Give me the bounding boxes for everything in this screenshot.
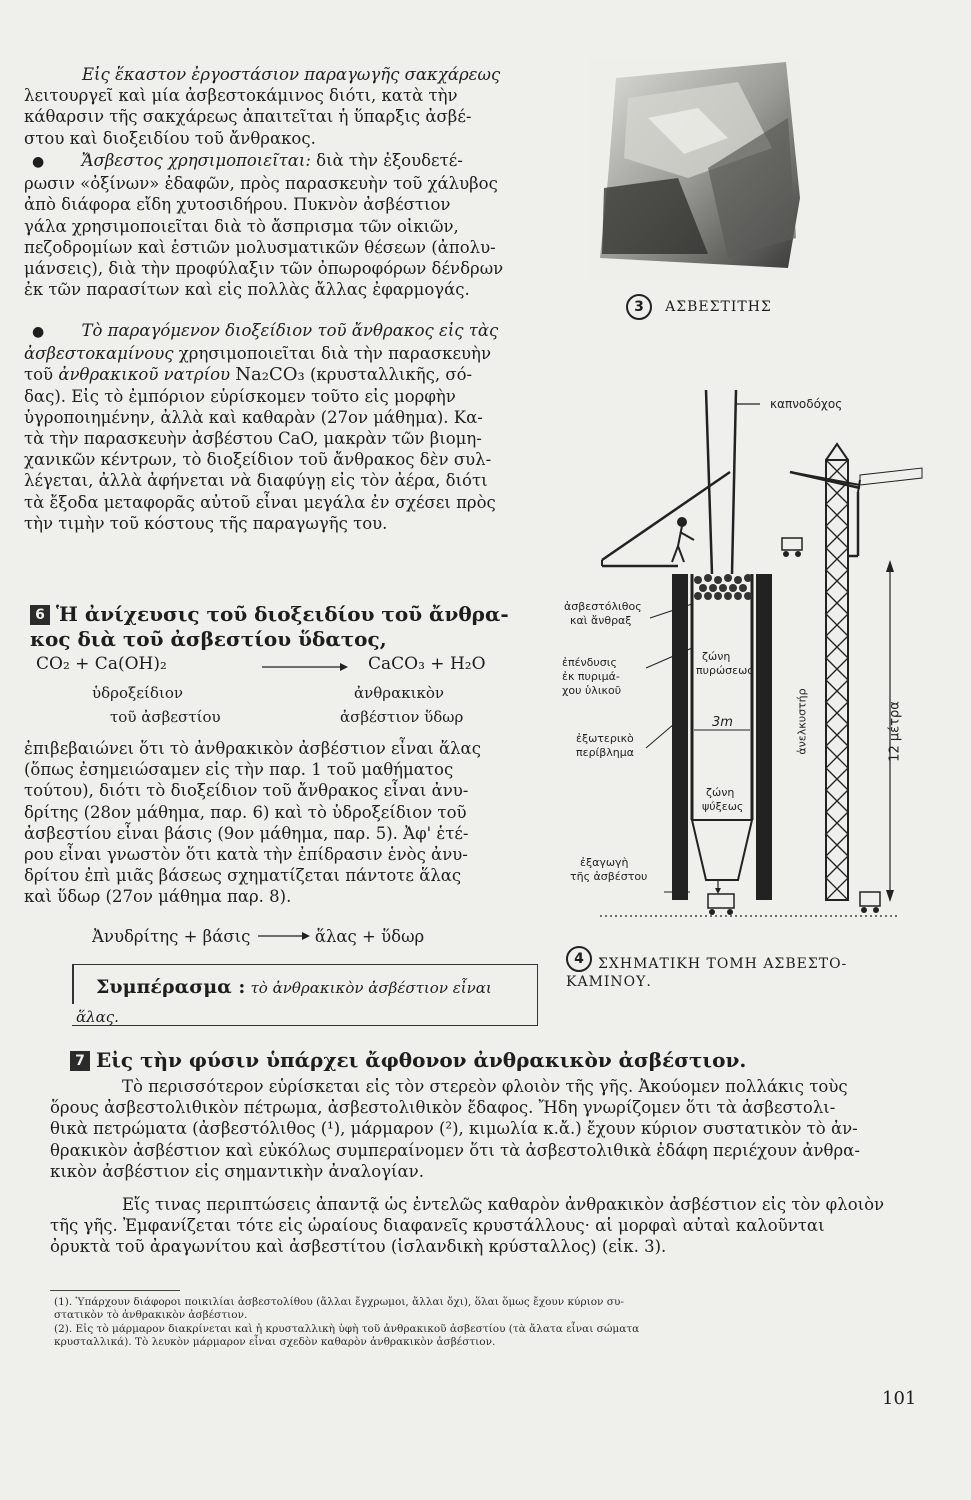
label-lining: ἐκ πυριμά- [562,670,620,683]
lead-text: Ἄσβεστος χρησιμοποιεῖται: [81,151,311,170]
text-line: λέγεται, ἀλλὰ ἀφήνεται νὰ διαφύγῃ εἰς τὸν ἀέρα, διότι [24,471,488,491]
text-line: ἐκ τῶν παρασίτων καὶ εἰς πολλὰς ἄλλας ἐφαρμογάς. [24,280,470,300]
text-line: θικὰ πετρώματα (ἀσβεστόλιθος (¹), μάρμαρον (²), κιμωλία κ.ἄ.) ἔχουν κύριον συστατικὸν τὸ ἀν- [50,1119,858,1139]
text-line: Εἴς τινας περιπτώσεις ἀπαντᾷ ὡς ἐντελῶς καθαρὸν ἀνθρακικὸν ἀσβέστιον εἰς τὸν φλοιὸν [122,1195,885,1215]
conclusion-text-b: ἅλας. [76,1008,119,1026]
label-width: 3m [712,715,733,730]
label-carbonate: ἀνθρακικὸν [354,684,445,702]
text-line: δρίτης (28ον μάθημα, παρ. 6) καὶ τὸ ὑδροξείδιον τοῦ [24,802,467,822]
reaction-arrow-icon [262,662,348,672]
equation-products: CaCO₃ + H₂O [368,654,486,674]
text-line: τούτου), διότι τὸ διοξείδιον τοῦ ἄνθρακος εἶναι ἀνυ- [24,781,469,801]
paragraph-lime-uses [24,150,524,300]
conclusion-label: Συμπέρασμα : [96,976,246,998]
text-line: λειτουργεῖ καὶ μία ἀσβεστοκάμινος διότι, κατὰ τὴν [24,86,458,106]
text-line: ἀπὸ διάφορα εἴδη χυτοσιδήρου. Πυκνὸν ἀσβέστιον [24,195,451,215]
rule-right: ἅλας + ὕδωρ [314,927,425,946]
label-burning-zone: πυρώσεως [696,664,754,677]
conclusion-text-a: τὸ ἀνθρακικὸν ἀσβέστιον εἶναι [250,979,492,997]
text-line: ρωσιν «ὀξίνων» ἐδαφῶν, πρὸς παρασκευὴν τοῦ χάλυβος [24,174,498,194]
bullet-icon: ● [32,154,45,170]
text-line: στου καὶ διοξειδίου τοῦ ἄνθρακος. [24,128,316,148]
label-lining: χου ὑλικοῦ [562,684,622,697]
label-burning-zone: ζώνη [702,650,731,663]
label-cooling-zone: ζώνη [706,786,735,799]
text-line: τὰ ἔξοδα μεταφορᾶς αὐτοῦ εἶναι μεγάλα ἐν σχέσει πρὸς [24,492,496,512]
text-line: τὴν τιμὴν τοῦ κόστους τῆς παραγωγῆς του. [24,513,388,533]
text-fragment: διὰ τὴν ἐξουδετέ- [316,151,463,170]
label-elevator: ἀνελκυστήρ [795,688,809,755]
text-line: ὀρυκτὰ τοῦ ἀραγωνίτου καὶ ἀσβεστίτου (ἰσλανδικὴ κρύσταλλος) (εἰκ. 3). [50,1237,667,1257]
text-line: δρίτου ἐπὶ μιᾶς βάσεως σχηματίζεται πάντοτε ἅλας [24,866,462,886]
text-line: ὅρους ἀσβεστολιθικὸν πέτρωμα, ἀσβεστολιθικὸν ἔδαφος. Ἤδη γνωρίζομεν ὅτι τὰ ἀσβεστολι- [50,1098,836,1118]
paragraph-sugar-factory [24,64,524,149]
label-cooling-zone: ψύξεως [702,800,744,813]
footnote-line: κρυσταλλικά). Τὸ λευκὸν μάρμαρον εἶναι σχεδὸν καθαρὸν ἀνθρακικὸν ἀσβέστιον. [54,1335,496,1348]
figure-caption: ΑΣΒΕΣΤΙΤΗΣ [665,299,772,315]
section-7-heading [70,1048,950,1073]
label-outlet: ἐξαγωγὴ [580,856,629,869]
text-line: ἐπιβεβαιώνει ὅτι τὸ ἀνθρακικὸν ἀσβέστιον εἶναι ἅλας [24,739,481,758]
footnote-line: (1). Ὑπάρχουν διάφοροι ποικιλίαι ἀσβεστολίθου (ἄλλαι ἔγχρωμοι, ἄλλαι ὄχι), ὅλαι ὅμως ἔχουν κύριον συ- [54,1296,624,1308]
label-feed: καὶ ἄνθραξ [570,614,632,627]
text-fragment: (κρυσταλλικῆς, σό- [310,365,473,385]
text-line: θρακικὸν ἀσβέστιον καὶ εὐκόλως συμπεραίνομεν ὅτι τὰ ἀσβεστολιθικὰ ἐδάφη περιέχουν ἀνθρα- [50,1140,860,1160]
text-line: χανικῶν κέντρων, τὸ διοξείδιον τοῦ ἄνθρακος δὲν συλ- [24,450,492,470]
text-line: Τὸ περισσότερον εὑρίσκεται εἰς τὸν στερεὸν φλοιὸν τῆς γῆς. Ἀκούομεν πολλάκις τοὺς [122,1077,848,1096]
label-shell: ἐξωτερικὸ [576,732,634,745]
text-fragment: τοῦ [24,365,54,385]
section-number-badge: 7 [70,1051,90,1071]
text-line: τὰ τὴν παρασκευὴν ἀσβέστου CaO, μακρὰν τῶν βιομη- [24,429,482,449]
text-line: κικὸν ἀσβέστιον εἰς σημαντικὴν ἀναλογίαν. [50,1161,424,1181]
calcite-crystal-photo [588,58,800,280]
page-number: 101 [882,1388,917,1409]
label-hydroxide: ὑδροξείδιον [92,684,183,702]
label-carbonate: ἀσβέστιον ὕδωρ [340,708,464,726]
label-lining: ἐπένδυσις [562,656,617,669]
paragraph-co2-use [24,320,532,534]
text-line: τῆς γῆς. Ἐμφανίζεται τότε εἰς ὡραίους διαφανεῖς κρυστάλλους· αἱ μορφαὶ αὐταὶ καλοῦνται [50,1216,825,1236]
conclusion-text [96,976,526,998]
text-line: κάθαρσιν τῆς σακχάρεως ἀπαιτεῖται ἡ ὕπαρξις ἀσβέ- [24,107,472,127]
lead-text: Τὸ παραγόμενον διοξείδιον τοῦ ἄνθρακος εἰς τὰς [81,321,499,340]
label-shell: περίβλημα [576,746,635,759]
text-line: (ὅπως ἐσημειώσαμεν εἰς τὴν παρ. 1 τοῦ μαθήματος [24,760,454,780]
text-line: δας). Εἰς τὸ ἐμπόριον εὑρίσκομεν τοῦτο εἰς μορφὴν [24,386,456,406]
text-line: ἀσβεστίου εἶναι βάσις (9ον μάθημα, παρ. 5). Ἀφ' ἑτέ- [24,823,469,843]
label-height: 12 μέτρα [887,701,903,762]
figure-4 [560,380,960,1000]
bullet-icon: ● [32,324,45,340]
formula: Na₂CO₃ [235,364,305,386]
section-title: Εἰς τὴν φύσιν ὑπάρχει ἄφθονον ἀνθρακικὸν ἀσβέστιον. [96,1048,747,1072]
rule-left: Ἀνυδρίτης + βάσις [92,927,251,946]
footnotes [54,1296,914,1348]
footnote-line: στατικὸν τὸ ἀνθρακικὸν ἀσβέστιον. [54,1308,248,1321]
footnote-divider [50,1290,180,1291]
figure-caption: ΣΧΗΜΑΤΙΚΗ ΤΟΜΗ ΑΣΒΕΣΤΟ- [598,956,848,972]
label-hydroxide: τοῦ ἀσβεστίου [110,708,221,726]
figure-caption: ΚΑΜΙΝΟΥ. [566,974,652,990]
section-number-badge: 6 [30,605,50,625]
text-line: γάλα χρησιμοποιεῖται διὰ τὸ ἄσπρισμα τῶν οἰκιῶν, [24,216,459,236]
label-chimney: καπνοδόχος [770,397,843,411]
reaction-arrow-icon [256,931,310,941]
lead-text: Εἰς ἕκαστον ἐργοστάσιον παραγωγῆς σακχάρεως [82,65,501,84]
section-6-body [24,738,534,908]
text-line: ὑγροποιημένην, ἀλλὰ καὶ καθαρὰν (27ον μάθημα). Κα- [24,407,483,427]
conclusion-box-left [72,964,74,1004]
text-line: ρου εἶναι γνωστὸν ὅτι κατὰ τὴν ἐπίδρασιν ἑνὸς ἀνυ- [24,845,468,865]
text-fragment: ἀνθρακικοῦ νατρίου [58,365,231,385]
footnote-line: (2). Εἰς τὸ μάρμαρον διακρίνεται καὶ ἡ κρυσταλλικὴ ὑφὴ τοῦ ἀνθρακικοῦ ἀσβεστίου (τὰ ἄλατα εἶναι σώματα [54,1323,640,1335]
text-line: πεζοδρομίων καὶ ἑστιῶν μολυσματικῶν θέσεων (ἀπολυ- [24,237,496,257]
equation-reactants: CO₂ + Ca(OH)₂ [36,654,167,674]
section-title: Ἡ ἀνίχευσις τοῦ διοξειδίου τοῦ ἄνθρα- [56,602,509,626]
figure-number: 3 [626,294,652,320]
label-feed: ἀσβεστόλιθος [564,600,642,613]
label-outlet: τῆς ἀσβέστου [570,870,648,883]
text-line: καὶ ὕδωρ (27ον μάθημα παρ. 8). [24,887,292,907]
general-rule [92,926,542,947]
figure-3 [588,58,928,328]
section-7-body [50,1076,920,1258]
figure-number: 4 [566,946,592,972]
text-fragment: χρησιμοποιεῖται διὰ τὴν παρασκευὴν [178,344,491,364]
section-6-heading [30,602,540,652]
text-line: μάνσεις), διὰ τὴν προφύλαξιν τῶν ὀπωροφόρων δένδρων [24,259,504,279]
text-fragment: ἀσβεστοκαμίνους [24,344,174,364]
reaction-equation [36,654,556,734]
section-title: κος διὰ τοῦ ἀσβεστίου ὕδατος, [30,627,387,651]
